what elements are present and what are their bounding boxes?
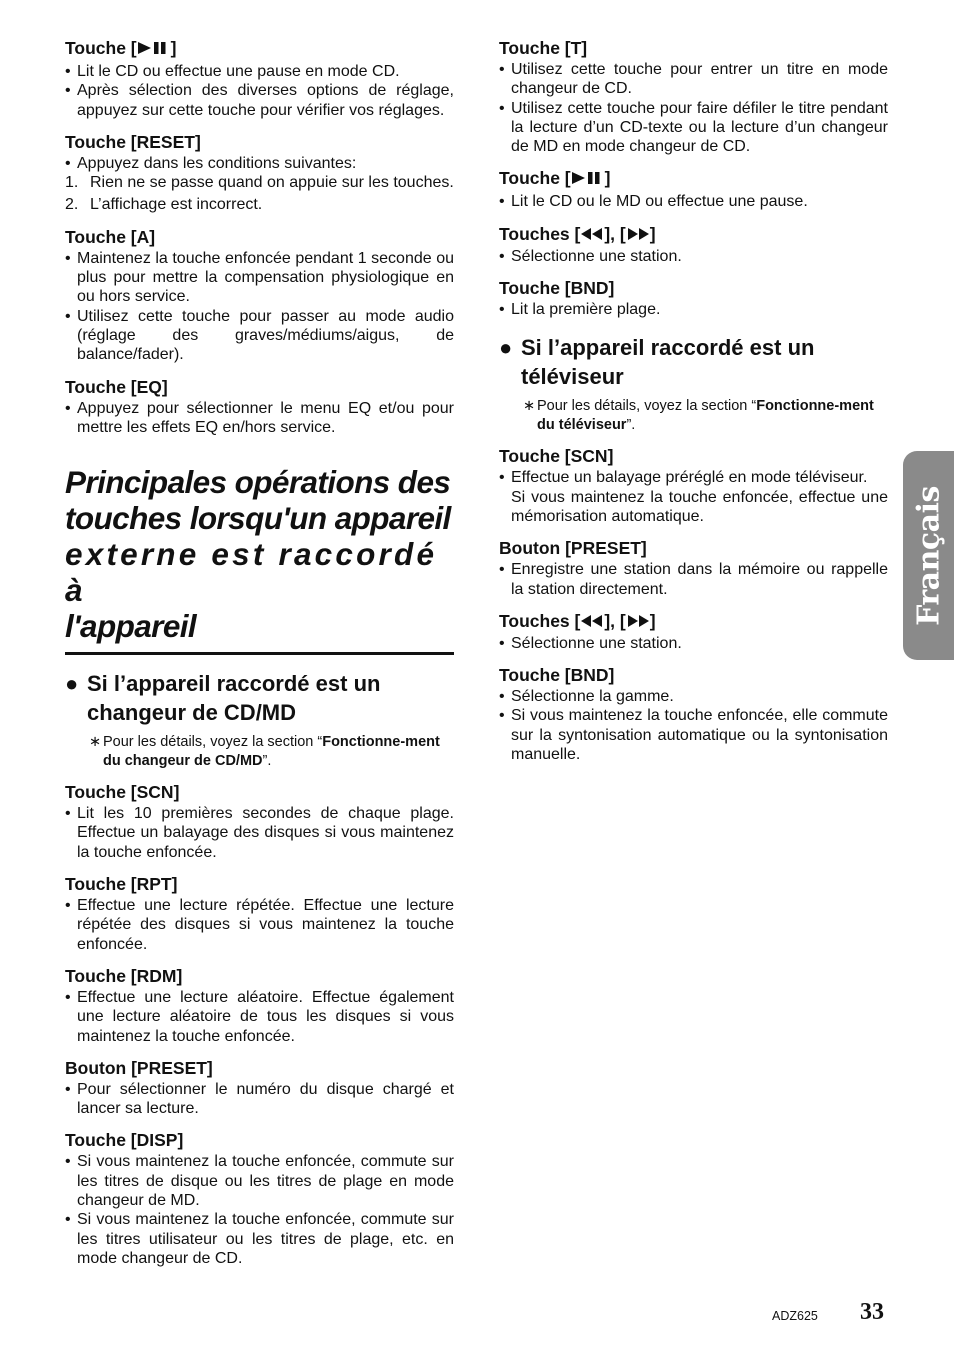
heading-suffix: ] — [649, 223, 656, 244]
bullet-item: • Utilisez cette touche pour entrer un titre en mode changeur de CD. — [499, 60, 888, 99]
section-heading — [499, 224, 888, 246]
main-title — [65, 464, 454, 644]
section-heading: Touche [SCN] — [65, 782, 180, 803]
section-heading: Touche [RDM] — [65, 965, 183, 986]
bullet-item: • Lit les 10 premières secondes de chaque plage. Effectue un balayage des disques si vous maintenez la touche enfoncée. — [65, 804, 454, 862]
section-heading: Touche [BND] — [499, 278, 615, 299]
seek-forward-icon — [626, 225, 650, 246]
left-column — [65, 38, 454, 1280]
page-number: 33 — [860, 1299, 884, 1325]
item-text: L’affichage est incorrect. — [90, 196, 263, 214]
bullet-item: • Si vous maintenez la touche enfoncée, commute sur les titres de disque ou les titres de plage en mode changeur de MD. — [65, 1152, 454, 1210]
subsection-title-line: Si l’appareil raccordé est un — [87, 671, 381, 697]
bullet-item: • Sélectionne une station. — [499, 634, 888, 653]
play-pause-icon — [571, 170, 605, 191]
heading-mid: ], [ — [604, 610, 626, 631]
bullet-item: • Lit la première plage. — [499, 300, 888, 319]
section-heading: Touche [DISP] — [65, 1130, 184, 1151]
subsection-title-cd-md — [65, 669, 454, 727]
heading-prefix: Touches [ — [499, 223, 581, 244]
section-touche-bnd — [499, 278, 888, 319]
section-touche-play-pause — [499, 168, 888, 211]
section-heading — [499, 168, 888, 191]
bullet-item: • Effectue une lecture répétée. Effectue une lecture répétée des disques si vous maintenez la touche enfoncée. — [65, 896, 454, 954]
section-touche-rdm — [65, 966, 454, 1046]
heading-prefix: Touche [ — [499, 168, 571, 189]
asterisk-icon: ∗ — [523, 398, 536, 415]
item-number: 2. — [65, 196, 79, 214]
bullet-item: • Sélectionne la gamme. — [499, 687, 888, 706]
bullet-continuation: Si vous maintenez la touche enfoncée, effectue une mémorisation automatique. — [511, 488, 888, 525]
section-heading: Touche [BND] — [499, 665, 615, 686]
section-touche-rpt — [65, 874, 454, 954]
seek-back-icon — [580, 612, 604, 633]
section-heading: Touche [T] — [499, 38, 588, 58]
title-divider — [65, 652, 454, 655]
section-bouton-preset — [65, 1058, 454, 1119]
bullet-dot-icon: ● — [499, 335, 513, 361]
bullet-dot-icon: ● — [65, 671, 79, 697]
right-column — [499, 38, 888, 776]
bullet-item: • Effectue un balayage préréglé en mode téléviseur. — [499, 468, 888, 487]
heading-mid: ], [ — [604, 223, 626, 244]
model-code: ADZ625 — [772, 1309, 818, 1323]
section-heading: Touche [RPT] — [65, 874, 178, 895]
section-touche-bnd — [499, 665, 888, 764]
reference-note — [499, 397, 888, 435]
item-number: 1. — [65, 174, 79, 192]
section-touche-scn — [65, 782, 454, 862]
bullet-item: • Si vous maintenez la touche enfoncée, elle commute sur la syntonisation automatique ou la syntonisation manuelle. — [499, 706, 888, 764]
main-title-line: Principales opérations des — [65, 464, 451, 501]
section-heading: Bouton [PRESET] — [499, 538, 647, 559]
note-text: ”. — [626, 417, 636, 434]
section-heading: Touche [SCN] — [499, 446, 614, 467]
heading-prefix: Touches [ — [499, 610, 581, 631]
bullet-item: • Effectue une lecture aléatoire. Effectue également une lecture aléatoire de tous les disques si vous maintenez la touche enfoncée. — [65, 988, 454, 1046]
language-tab — [903, 451, 954, 660]
section-touche-t — [499, 38, 888, 156]
main-title-line: touches lorsqu'un appareil — [65, 500, 451, 537]
section-touche-scn — [499, 446, 888, 526]
heading-suffix: ] — [604, 168, 611, 189]
numbered-item — [65, 195, 454, 214]
bullet-item: • Appuyez pour sélectionner le menu EQ et/ou pour mettre les effets EQ en/hors service. — [65, 399, 454, 438]
play-pause-icon — [137, 40, 171, 61]
subsection-title-line: téléviseur — [521, 364, 624, 390]
note-reference: Fonctionne-ment du changeur de CD/MD — [103, 734, 440, 770]
heading-suffix: ] — [170, 38, 177, 58]
bullet-item: • Sélectionne une station. — [499, 247, 888, 266]
section-heading: Touche [RESET] — [65, 131, 201, 152]
note-text: Pour les détails, voyez la section “ — [103, 734, 323, 751]
subsection-title-tv — [499, 333, 888, 391]
bullet-item: • Lit le CD ou effectue une pause en mode CD. — [65, 62, 454, 81]
bullet-item: • Enregistre une station dans la mémoire ou rappelle la station directement. — [499, 560, 888, 599]
reference-note — [65, 733, 454, 771]
section-heading: Touche [A] — [65, 226, 156, 247]
note-text: ”. — [262, 753, 272, 770]
item-text: Rien ne se passe quand on appuie sur les touches. — [90, 174, 454, 192]
numbered-item — [65, 173, 454, 192]
main-title-line: externe est raccordé à — [65, 536, 438, 609]
section-heading: Touche [EQ] — [65, 376, 168, 397]
bullet-item: • Appuyez dans les conditions suivantes: — [65, 154, 454, 173]
heading-suffix: ] — [649, 610, 656, 631]
section-bouton-preset — [499, 538, 888, 599]
bullet-item: • Après sélection des diverses options de réglage, appuyez sur cette touche pour vérifier vos réglages. — [65, 81, 454, 120]
subsection-title-line: changeur de CD/MD — [87, 700, 297, 726]
section-heading: Bouton [PRESET] — [65, 1057, 213, 1078]
section-heading — [65, 38, 454, 61]
note-text: Pour les détails, voyez la section “ — [537, 398, 757, 415]
language-tab-label: Français — [911, 485, 946, 626]
bullet-item: • Si vous maintenez la touche enfoncée, commute sur les titres utilisateur ou les titres de plage, etc. en mode changeur de CD. — [65, 1210, 454, 1268]
section-touche-a — [65, 227, 454, 365]
heading-prefix: Touche [ — [65, 38, 137, 58]
main-title-line: l'appareil — [65, 608, 197, 645]
bullet-item: • Utilisez cette touche pour passer au mode audio (réglage des graves/médiums/aigus, de balance/fader). — [65, 307, 454, 365]
section-touches-seek — [499, 224, 888, 266]
bullet-item: • Utilisez cette touche pour faire défiler le titre pendant la lecture d’un CD-texte ou la lecture d’un changeur de MD en mode changeur de CD. — [499, 99, 888, 157]
seek-back-icon — [580, 225, 604, 246]
bullet-item: • Maintenez la touche enfoncée pendant 1 seconde ou plus pour mettre la compensation physiologique en ou hors service. — [65, 249, 454, 307]
section-heading — [499, 611, 888, 633]
asterisk-icon: ∗ — [89, 734, 102, 751]
section-touche-play-pause — [65, 38, 454, 120]
subsection-title-line: Si l’appareil raccordé est un — [521, 335, 815, 361]
section-touches-seek — [499, 611, 888, 653]
bullet-item: • Pour sélectionner le numéro du disque chargé et lancer sa lecture. — [65, 1080, 454, 1119]
note-reference: Fonctionne-ment du téléviseur — [537, 398, 874, 434]
section-touche-disp — [65, 1130, 454, 1268]
section-touche-eq — [65, 377, 454, 438]
bullet-item: • Lit le CD ou le MD ou effectue une pause. — [499, 192, 888, 211]
seek-forward-icon — [626, 612, 650, 633]
section-touche-reset — [65, 132, 454, 215]
